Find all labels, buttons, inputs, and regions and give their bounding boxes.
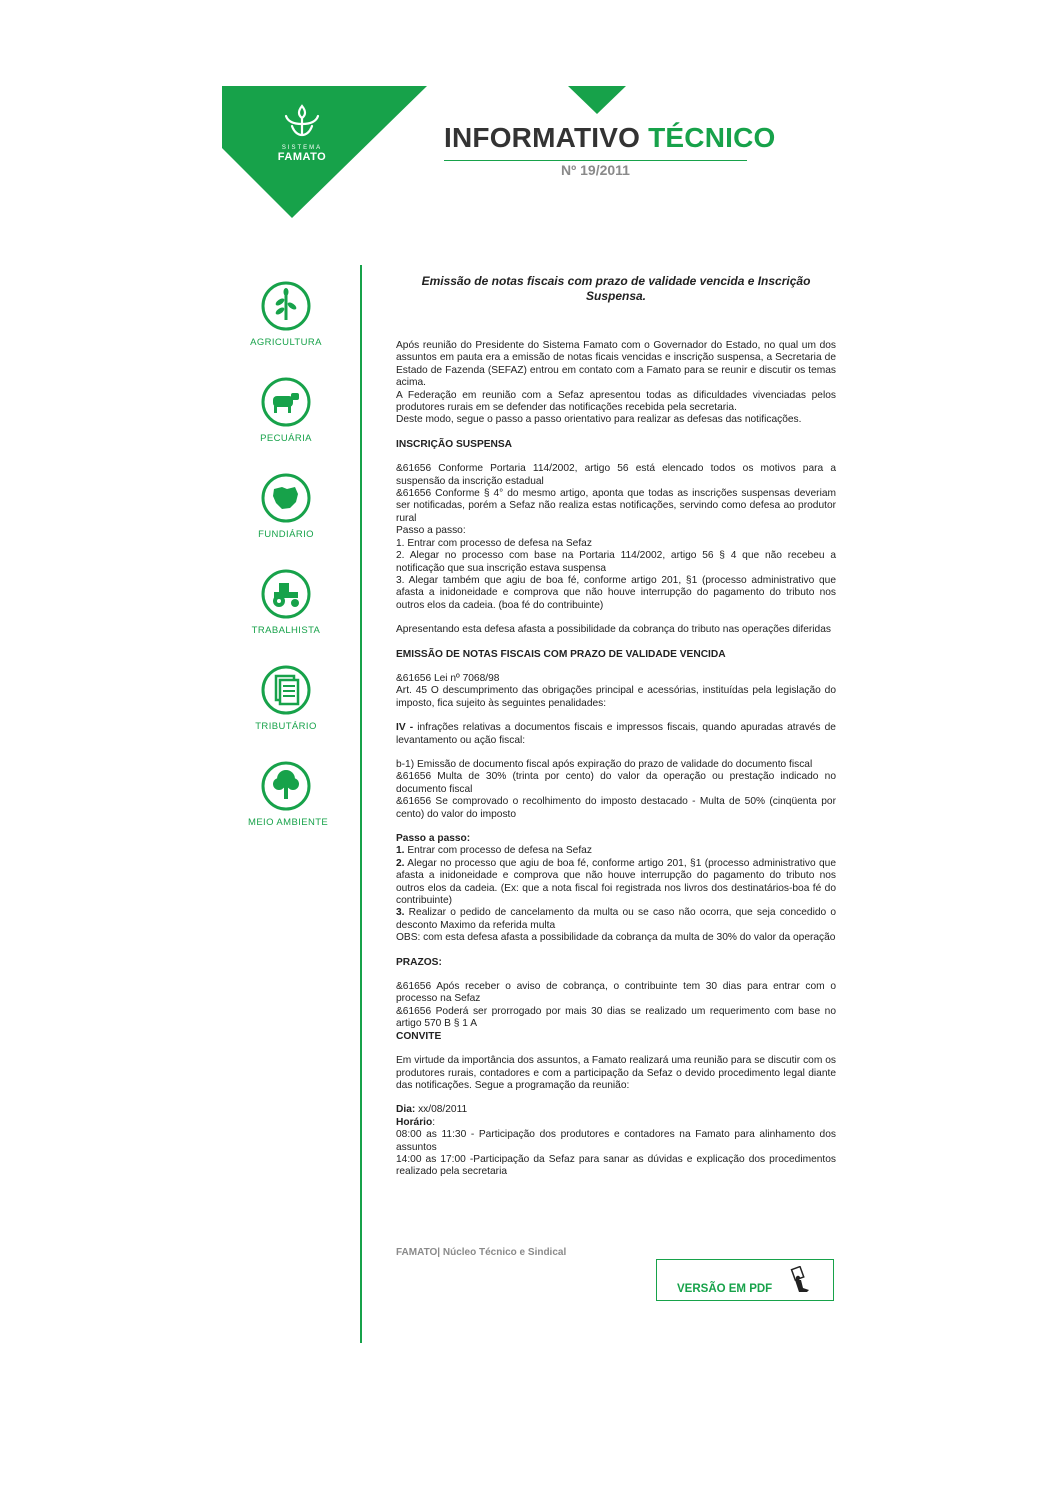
category-label: PECUÁRIA [260,433,312,444]
paragraph: 3. Realizar o pedido de cancelamento da multa ou se caso não ocorra, que seja concedido o desconto Maximo da referida multa [396,907,836,931]
paragraph: &61656 Lei nº 7068/98 [396,672,500,684]
paragraph: &61656 Conforme § 4° do mesmo artigo, aponta que todas as inscrições suspensas deveriam ser notificadas, porém a Sefaz não realiza estas notificações, servindo como defesa ao produtor rural [396,488,836,524]
title-part-informativo: INFORMATIVO [444,122,641,153]
category-meio-ambiente[interactable] [248,760,329,828]
paragraph: 14:00 as 17:00 -Participação da Sefaz para sanar as dúvidas e explicação dos procedimentos realizado pela secretaria [396,1153,836,1178]
logo-brand-text: FAMATO [277,151,327,163]
paragraph: &61656 Conforme Portaria 114/2002, artigo 56 está elencado todos os motivos para a suspensão da inscrição estadual [396,463,836,487]
paragraph: Deste modo, segue o passo a passo orientativo para realizar as defesas das notificações. [396,414,802,426]
category-label: TRABALHISTA [251,625,321,636]
category-label: FUNDIÁRIO [258,529,314,540]
pdf-version-button[interactable] [656,1259,834,1301]
footer-note: FAMATO| Núcleo Técnico e Sindical [396,1247,567,1258]
paragraph: &61656 Poderá ser prorrogado por mais 30 dias se realizado um requerimento com base no artigo 570 B § 1 A [396,1005,836,1030]
paragraph: &61656 Se comprovado o recolhimento do imposto destacado - Multa de 50% (cinqüenta por cento) do valor do imposto [396,796,836,820]
paragraph: b-1) Emissão de documento fiscal após expiração do prazo de validade do documento fiscal [396,758,813,770]
livestock-icon [260,376,312,428]
section-heading: CONVITE [396,1030,442,1042]
item-label: IV - [396,722,414,734]
tractor-icon [260,568,312,620]
paragraph: Dia: xx/08/2011 [396,1104,468,1116]
paragraph: Em virtude da importância dos assuntos, a Famato realizará uma reunião para se discutir com os produtores rurais, contadores e com a participação da Sefaz o devido procedimento legal diante das notificações. Segue a programação da reunião: [396,1055,836,1091]
paragraph: Horário: [396,1116,436,1128]
category-agricultura[interactable] [248,280,324,348]
paragraph: 2. Alegar no processo com base na Portaria 114/2002, artigo 56 § 4 que não recebeu a notificação que sua inscrição estava suspensa [396,550,836,574]
paragraph: Passo a passo: [396,525,466,537]
section-heading: PRAZOS: [396,956,442,968]
paragraph: 3. Alegar também que agiu de boa fé, conforme artigo 201, §1 (processo administrativo que afasta a inidoneidade e comprova que não houve interrupção do pagamento do tributo nos outros elos da cadeia. (boa fé do contribuinte) [396,574,836,611]
paragraph: A Federação em reunião com a Sefaz apresentou todas as dificuldades vivenciadas pelos produtores rurais em se defender das notificações recebida pela secretaria. [396,389,836,414]
vertical-divider [360,265,362,1343]
category-fundiario[interactable] [248,472,324,540]
paragraph: IV - infrações relativas a documentos fiscais e impressos fiscais, quando apuradas através de levantamento ou ação fiscal: [396,722,836,746]
header-triangle-decoration [568,86,626,114]
logo-system-text: SISTEMA [281,145,323,151]
category-label: MEIO AMBIENTE [248,817,329,828]
famato-emblem-icon [282,104,322,140]
category-pecuaria[interactable] [248,376,324,444]
paragraph: Art. 45 O descumprimento das obrigações principal e acessórias, instituídas pela legislação do imposto, fica sujeito às seguintes penalidades: [396,685,836,709]
land-map-icon [260,472,312,524]
subheading: Passo a passo: [396,833,471,844]
famato-logo [268,104,336,163]
pdf-version-label: VERSÃO EM PDF [677,1283,773,1295]
category-tributario[interactable] [248,664,324,732]
section-heading: INSCRIÇÃO SUSPENSA [396,438,513,450]
title-part-tecnico: TÉCNICO [648,122,776,153]
paragraph: 1. Entrar com processo de defesa na Sefaz [396,845,592,857]
document-icon [260,664,312,716]
paragraph: 2. Alegar no processo que agiu de boa fé, conforme artigo 201, §1 (processo administrativo que afasta a inidoneidade e comprova que não houve interrupção do pagamento do tributo nos outros elos da cadeia. (Ex: que a nota fiscal foi registrada nos livros dos destinatários-boa fé do contribuinte) [396,857,836,907]
category-label: TRIBUTÁRIO [255,721,317,732]
paragraph: Apresentando esta defesa afasta a possibilidade da cobrança do tributo nas operações diferidas [396,624,831,636]
document-title: Emissão de notas fiscais com prazo de validade vencida e Inscrição Suspensa. [421,274,811,303]
paragraph: 08:00 as 11:30 - Participação dos produtores e contadores na Famato para alinhamento dos assuntos [396,1129,836,1153]
category-trabalhista[interactable] [248,568,324,636]
pdf-download-icon [787,1266,813,1294]
paragraph: &61656 Após receber o aviso de cobrança, o contribuinte tem 30 dias para entrar com o processo na Sefaz [396,981,836,1005]
paragraph: Após reunião do Presidente do Sistema Famato com o Governador do Estado, no qual um dos assuntos em pauta era a emissão de notas ficais vencidas e inscrição suspensa, a Secretaria de Estado de Fazenda (SEFAZ) entrou em contato com a Famato para se reunir e discutir os temas acima. [396,340,836,389]
section-heading: EMISSÃO DE NOTAS FISCAIS COM PRAZO DE VALIDADE VENCIDA [396,648,726,660]
category-label: AGRICULTURA [250,337,322,348]
paragraph: 1. Entrar com processo de defesa na Sefaz [396,537,592,549]
title-underline [444,160,747,161]
paragraph: &61656 Multa de 30% (trinta por cento) do valor da operação ou prestação indicado no documento fiscal [396,771,836,795]
plant-icon [260,280,312,332]
page-title [444,122,776,154]
document-body [396,340,836,1179]
issue-number: Nº 19/2011 [561,162,630,178]
tree-icon [260,760,312,812]
paragraph: OBS: com esta defesa afasta a possibilidade da cobrança da multa de 30% do valor da operação [396,932,836,944]
